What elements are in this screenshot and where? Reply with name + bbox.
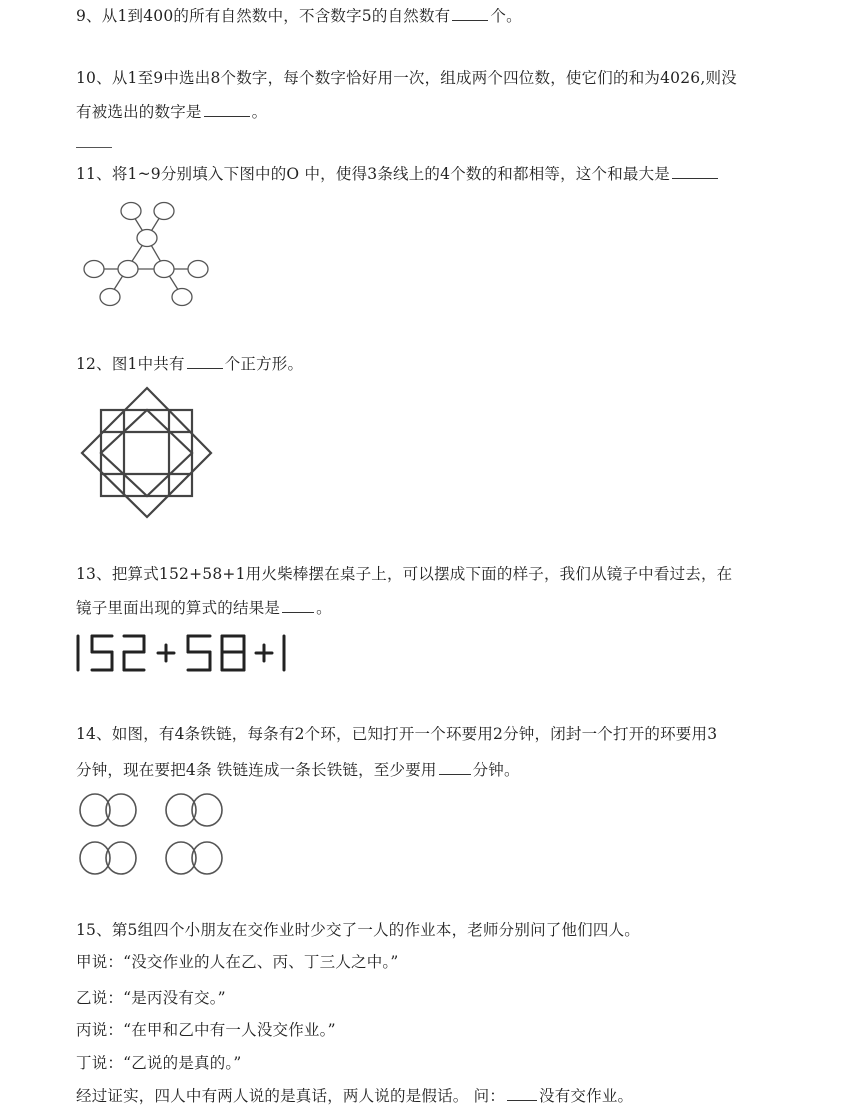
question-12 bbox=[76, 352, 303, 374]
statement-jia: 甲说：“没交作业的人在乙、丙、丁三人之中。” bbox=[76, 953, 399, 971]
squares-figure bbox=[78, 386, 218, 520]
question-10-suffix: 。 bbox=[251, 103, 268, 121]
question-14-line-2 bbox=[76, 758, 520, 780]
statement-ding: 丁说：“乙说的是真的。” bbox=[76, 1054, 242, 1072]
chains-figure bbox=[76, 788, 236, 882]
statement-bing: 丙说：“在甲和乙中有一人没交作业。” bbox=[76, 1021, 336, 1039]
question-11-text: 11、将1~9分别填入下图中的O 中，使得3条线上的4个数的和都相等，这个和最大是 bbox=[76, 165, 670, 183]
matchstick-equation bbox=[70, 630, 300, 678]
blank-circle bbox=[118, 261, 138, 278]
blank-circle bbox=[172, 289, 192, 306]
question-13-suffix: 。 bbox=[316, 599, 332, 617]
question-14-suffix: 分钟。 bbox=[472, 761, 520, 779]
answer-blank[interactable] bbox=[672, 177, 718, 179]
answer-blank[interactable] bbox=[187, 367, 223, 369]
question-9-suffix: 个。 bbox=[490, 7, 522, 25]
question-13-text: 镜子里面出现的算式的结果是 bbox=[76, 599, 281, 617]
question-15-suffix: 没有交作业。 bbox=[539, 1087, 634, 1105]
circle-star-figure bbox=[78, 195, 218, 315]
question-10-line-1: 10、从1至9中选出8个数字，每个数字恰好用一次，组成两个四位数，使它们的和为4026,则没 bbox=[76, 69, 737, 87]
inner-diamond bbox=[101, 410, 192, 496]
question-13-line-1: 13、把算式152+58+1用火柴棒摆在桌子上，可以摆成下面的样子，我们从镜子中看过去，在 bbox=[76, 565, 733, 583]
question-14-line-1: 14、如图，有4条铁链，每条有2个环，已知打开一个环要用2分钟，闭封一个打开的环要用3 bbox=[76, 725, 718, 743]
answer-blank[interactable] bbox=[452, 19, 488, 21]
outer-square bbox=[101, 410, 192, 496]
answer-blank[interactable] bbox=[282, 611, 314, 613]
blank-circle bbox=[137, 230, 157, 247]
question-12-text: 12、图1中共有 bbox=[76, 355, 185, 373]
blank-circle bbox=[154, 261, 174, 278]
chain-3 bbox=[80, 842, 136, 874]
blank-circle bbox=[121, 203, 141, 220]
blank-circle bbox=[154, 203, 174, 220]
chain-2 bbox=[166, 794, 222, 826]
answer-blank[interactable] bbox=[204, 115, 250, 117]
question-9 bbox=[76, 4, 522, 26]
question-15-line-1: 15、第5组四个小朋友在交作业时少交了一人的作业本，老师分别问了他们四人。 bbox=[76, 921, 640, 939]
question-10-line-2 bbox=[76, 100, 267, 122]
chain-4 bbox=[166, 842, 222, 874]
answer-blank[interactable] bbox=[439, 773, 471, 775]
question-13-line-2 bbox=[76, 596, 332, 618]
question-14-text: 分钟，现在要把4条 铁链连成一条长铁链，至少要用 bbox=[76, 761, 437, 779]
statement-yi: 乙说：“是丙没有交。” bbox=[76, 989, 226, 1007]
question-11 bbox=[76, 162, 720, 184]
chain-1 bbox=[80, 794, 136, 826]
answer-blank[interactable] bbox=[507, 1099, 537, 1101]
question-10-text: 有被选出的数字是 bbox=[76, 103, 202, 121]
stray-underline bbox=[76, 147, 112, 148]
blank-circle bbox=[100, 289, 120, 306]
question-12-suffix: 个正方形。 bbox=[224, 355, 304, 373]
blank-circle bbox=[84, 261, 104, 278]
blank-circle bbox=[188, 261, 208, 278]
question-9-text: 9、从1到400的所有自然数中，不含数字5的自然数有 bbox=[76, 7, 451, 25]
question-15-text: 经过证实，四人中有两人说的是真话，两人说的是假话。 问： bbox=[76, 1087, 506, 1105]
question-15-last-line bbox=[76, 1084, 633, 1106]
